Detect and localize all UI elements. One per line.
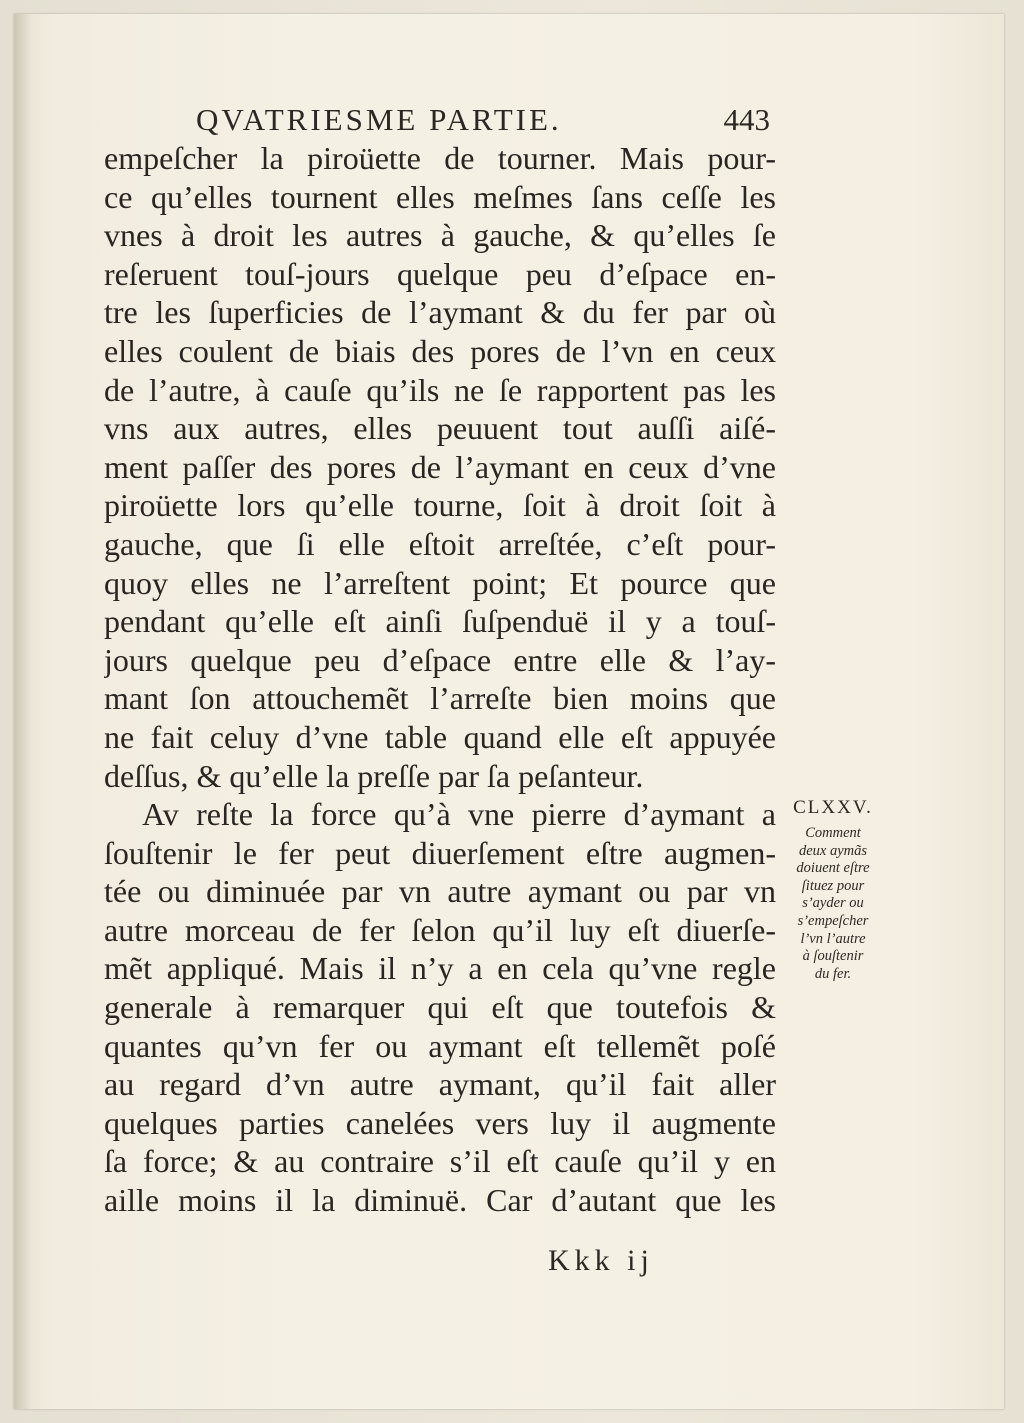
text-line: aille moins il la diminuë. Car d’autant que les: [104, 1182, 776, 1219]
text-line: quoy elles ne l’arreſtent point; Et pource que: [104, 564, 776, 601]
text-line: tée ou diminuée par vn autre aymant ou par vn: [104, 873, 776, 910]
text-line: deſſus, & qu’elle la preſſe par ſa peſanteur.: [104, 757, 644, 794]
text-line: tre les ſuperficies de l’aymant & du fer par où: [104, 294, 776, 331]
marginal-note-line: à ſouſtenir: [802, 948, 864, 965]
text-line: vnes à droit les autres à gauche, & qu’elles ſe: [104, 217, 776, 254]
text-line: empeſcher la piroüette de tourner. Mais pour-: [104, 140, 776, 176]
marginal-note-line: s’empeſcher: [797, 912, 869, 929]
marginal-note-line: Comment: [805, 825, 861, 841]
text-line: mẽt appliqué. Mais il n’y a en cela qu’vne regle: [104, 950, 776, 987]
marginal-note-line: l’vn l’autre: [800, 930, 866, 947]
text-line: pendant qu’elle eſt ainſi ſuſpenduë il y a touſ-: [104, 603, 776, 640]
text-line: vns aux autres, elles peuuent tout auſſi aiſé-: [104, 410, 776, 447]
marginal-note-line: du fer.: [814, 965, 852, 982]
page-number: 443: [723, 102, 770, 137]
text-line: ment paſſer des pores de l’aymant en ceux d’vne: [104, 448, 776, 485]
marginal-note-line: deux aymãs: [798, 842, 868, 859]
running-head: QVATRIESME PARTIE.: [196, 102, 562, 137]
section-number: CLXXV.: [793, 797, 873, 818]
text-line: quelques parties canelées vers luy il augmente: [104, 1104, 776, 1141]
paragraph-start-line: Av reſte la force qu’à vne pierre d’aymant a: [142, 796, 776, 833]
binding-shadow: [14, 14, 32, 1409]
text-line: jours quelque peu d’eſpace entre elle & l’ay-: [104, 641, 776, 678]
text-line: gauche, que ſi elle eſtoit arreſtée, c’eſt pour-: [104, 525, 776, 562]
marginal-note-line: ſituez pour: [801, 877, 865, 894]
text-line: generale à remarquer qui eſt que toutefois &: [104, 989, 776, 1026]
text-line: ſa force; & au contraire s’il eſt cauſe qu’il y en: [104, 1143, 776, 1180]
text-line: quantes qu’vn fer ou aymant eſt tellemẽt poſé: [104, 1027, 776, 1064]
text-line: piroüette lors qu’elle tourne, ſoit à droit ſoit à: [104, 487, 776, 524]
marginal-note-line: s’ayder ou: [802, 895, 864, 912]
text-line: au regard d’vn autre aymant, qu’il fait aller: [104, 1066, 776, 1103]
text-line: elles coulent de biais des pores de l’vn en ceux: [104, 332, 776, 369]
marginal-note-line: doiuent eſtre: [796, 860, 870, 877]
text-line: mant ſon attouchemẽt l’arreſte bien moins que: [104, 680, 776, 717]
text-line: ne fait celuy d’vne table quand elle eſt appuyée: [104, 718, 776, 755]
text-line: ce qu’elles tournent elles meſmes ſans ceſſe les: [104, 178, 776, 215]
text-line: autre morceau de fer ſelon qu’il luy eſt diuerſe-: [104, 911, 776, 948]
text-line: ſouſtenir le fer peut diuerſement eſtre augmen-: [104, 834, 776, 871]
text-line: de l’autre, à cauſe qu’ils ne ſe rapportent pas les: [104, 371, 776, 408]
text-line: reſeruent touſ-jours quelque peu d’eſpace en-: [104, 255, 776, 292]
signature-mark: Kkk ij: [548, 1244, 654, 1277]
marginal-note: [778, 793, 888, 983]
body-text: [104, 139, 776, 1220]
